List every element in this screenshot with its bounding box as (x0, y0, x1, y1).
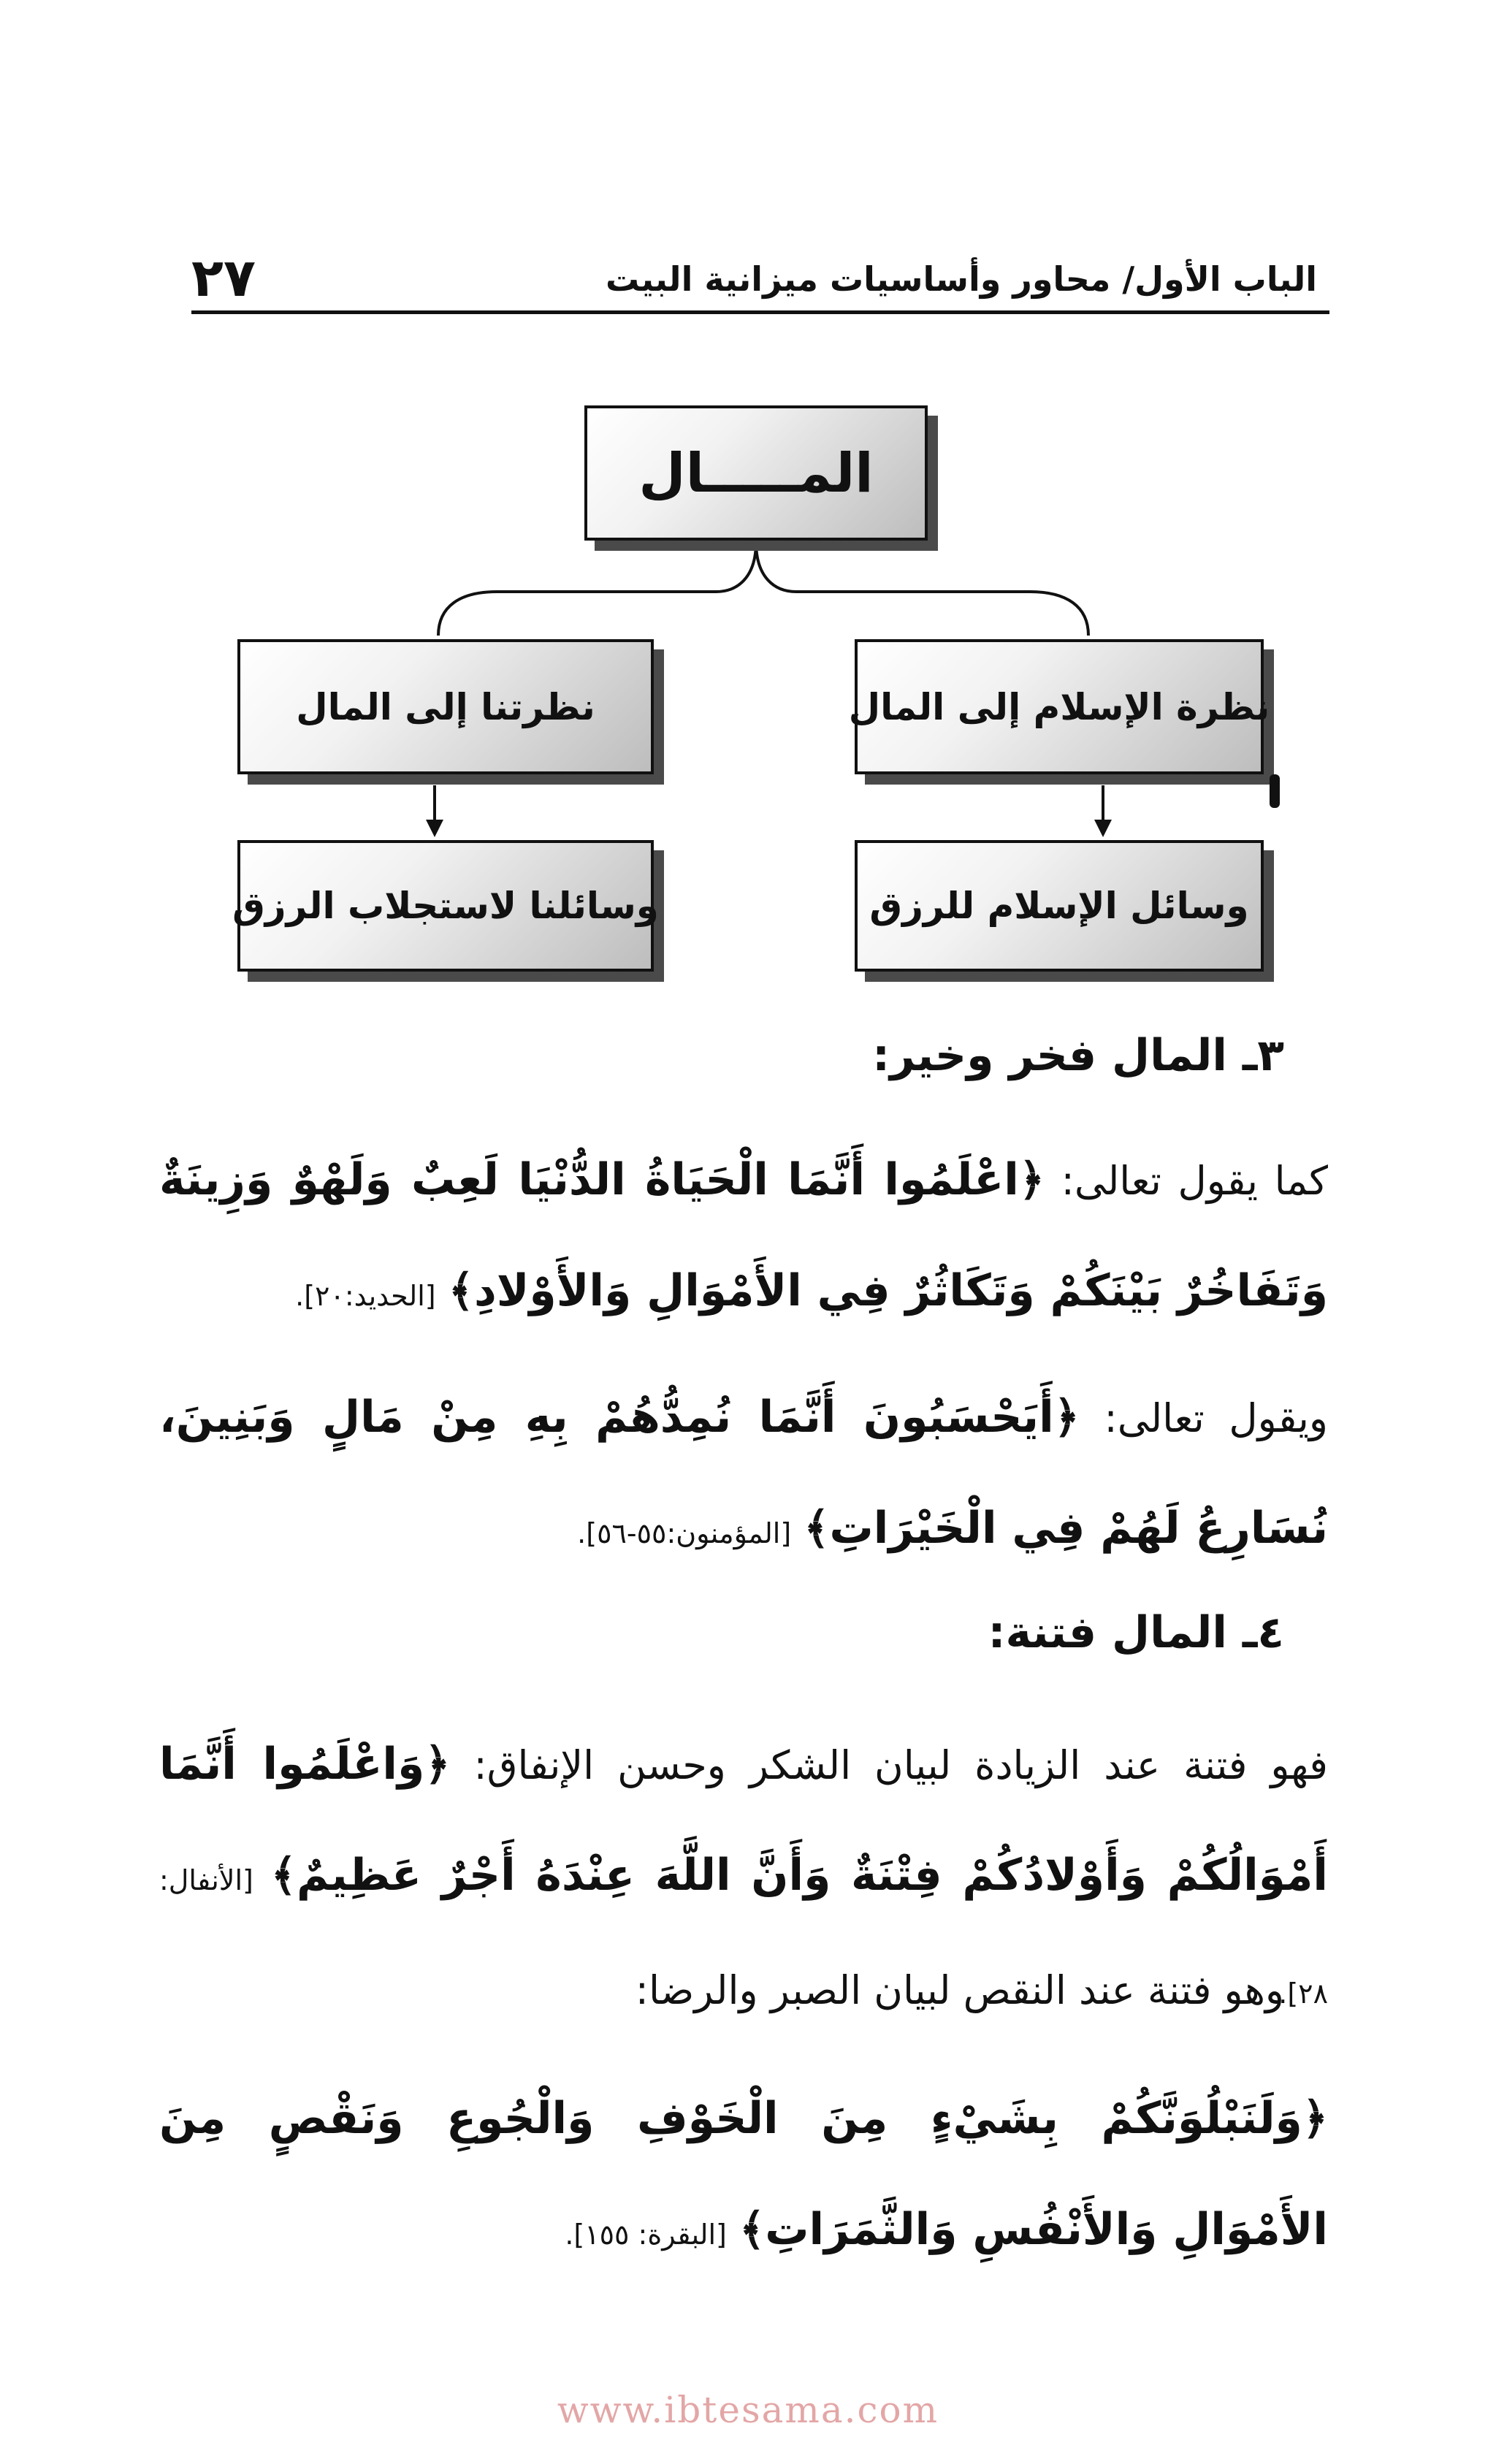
arrowhead-left-branch (1094, 820, 1112, 837)
diagram-box-our-means-label: وسائلنا لاستجلاب الرزق (232, 885, 659, 927)
section-heading-4: ٤ـ المال فتنة: (988, 1607, 1284, 1658)
arrowhead-right-branch (426, 820, 443, 837)
diagram-box-our-means (232, 840, 659, 972)
connector-root-to-right-branch (438, 542, 756, 636)
paragraph-3-reference: [الأنفال: ٢٨]. (159, 1864, 1328, 2010)
paragraph-5-verse: ﴿وَلَنَبْلُوَنَّكُمْ بِشَيْءٍ مِنَ الْخَوْفِ وَالْجُوعِ وَنَقْصٍ مِنَ الأَمْوَالِ وَالأَنْفُسِ وَالثَّمَرَاتِ﴾ (159, 2093, 1328, 2255)
paragraph-2-reference: [المؤمنون:٥٥-٥٦]. (577, 1517, 792, 1549)
paragraph-1-reference: [الحديد:٢٠]. (295, 1280, 436, 1312)
watermark-url: www.ibtesama.com (557, 2389, 939, 2431)
paragraph-3-intro: فهو فتنة عند الزيادة لبيان الشكر وحسن الإنفاق: (473, 1742, 1328, 1788)
page-number: ٢٧ (191, 247, 256, 308)
paragraph-1-verse: ﴿اعْلَمُوا أَنَّمَا الْحَيَاةُ الدُّنْيَا لَعِبٌ وَلَهْوٌ وَزِينَةٌ وَتَفَاخُرٌ بَيْنَكُمْ وَتَكَاثُرٌ فِي الأَمْوَالِ وَالأَوْلادِ﴾ (159, 1154, 1328, 1316)
paragraph-1 (159, 1125, 1328, 1351)
diagram-box-islam-means (855, 840, 1264, 972)
section-heading-3: ٣ـ المال فخر وخير: (872, 1030, 1284, 1081)
diagram-box-islam-view-label: نظرة الإسلام إلى المال (848, 685, 1270, 728)
paragraph-4-text: وهو فتنة عند النقص لبيان الصبر والرضا: (635, 1967, 1284, 2013)
paragraph-2-intro: ويقول تعالى: (1104, 1395, 1328, 1441)
connector-root-to-left-branch (756, 542, 1088, 636)
diagram-box-islam-means-label: وسائل الإسلام للرزق (869, 885, 1249, 927)
diagram-box-islam-view (848, 639, 1270, 774)
diagram-box-our-view (237, 639, 654, 774)
paragraph-3-verse: ﴿وَاعْلَمُوا أَنَّمَا أَمْوَالُكُمْ وَأَوْلادُكُمْ فِتْنَةٌ وَأَنَّ اللَّهَ عِنْدَهُ أَجْرٌ عَظِيمٌ﴾ (159, 1739, 1328, 1901)
running-header-title: الباب الأول/ محاور وأساسيات ميزانية البيت (606, 259, 1317, 299)
paragraph-5-reference: [البقرة: ١٥٥]. (565, 2219, 727, 2251)
diagram-box-our-view-label: نظرتنا إلى المال (296, 685, 595, 728)
paragraph-2-verse: ﴿أَيَحْسَبُونَ أَنَّمَا نُمِدُّهُمْ بِهِ مِنْ مَالٍ وَبَنِينَ، نُسَارِعُ لَهُمْ فِي الْخَيْرَاتِ﴾ (159, 1392, 1328, 1554)
paragraph-1-intro: كما يقول تعالى: (1061, 1158, 1328, 1204)
diagram-root-label: المـــــال (638, 441, 874, 505)
paragraph-4 (159, 1936, 1284, 2045)
diagram-root-box (584, 405, 928, 541)
paragraph-5 (159, 2064, 1328, 2289)
scan-speck (1270, 774, 1280, 808)
paragraph-2 (159, 1362, 1328, 1588)
